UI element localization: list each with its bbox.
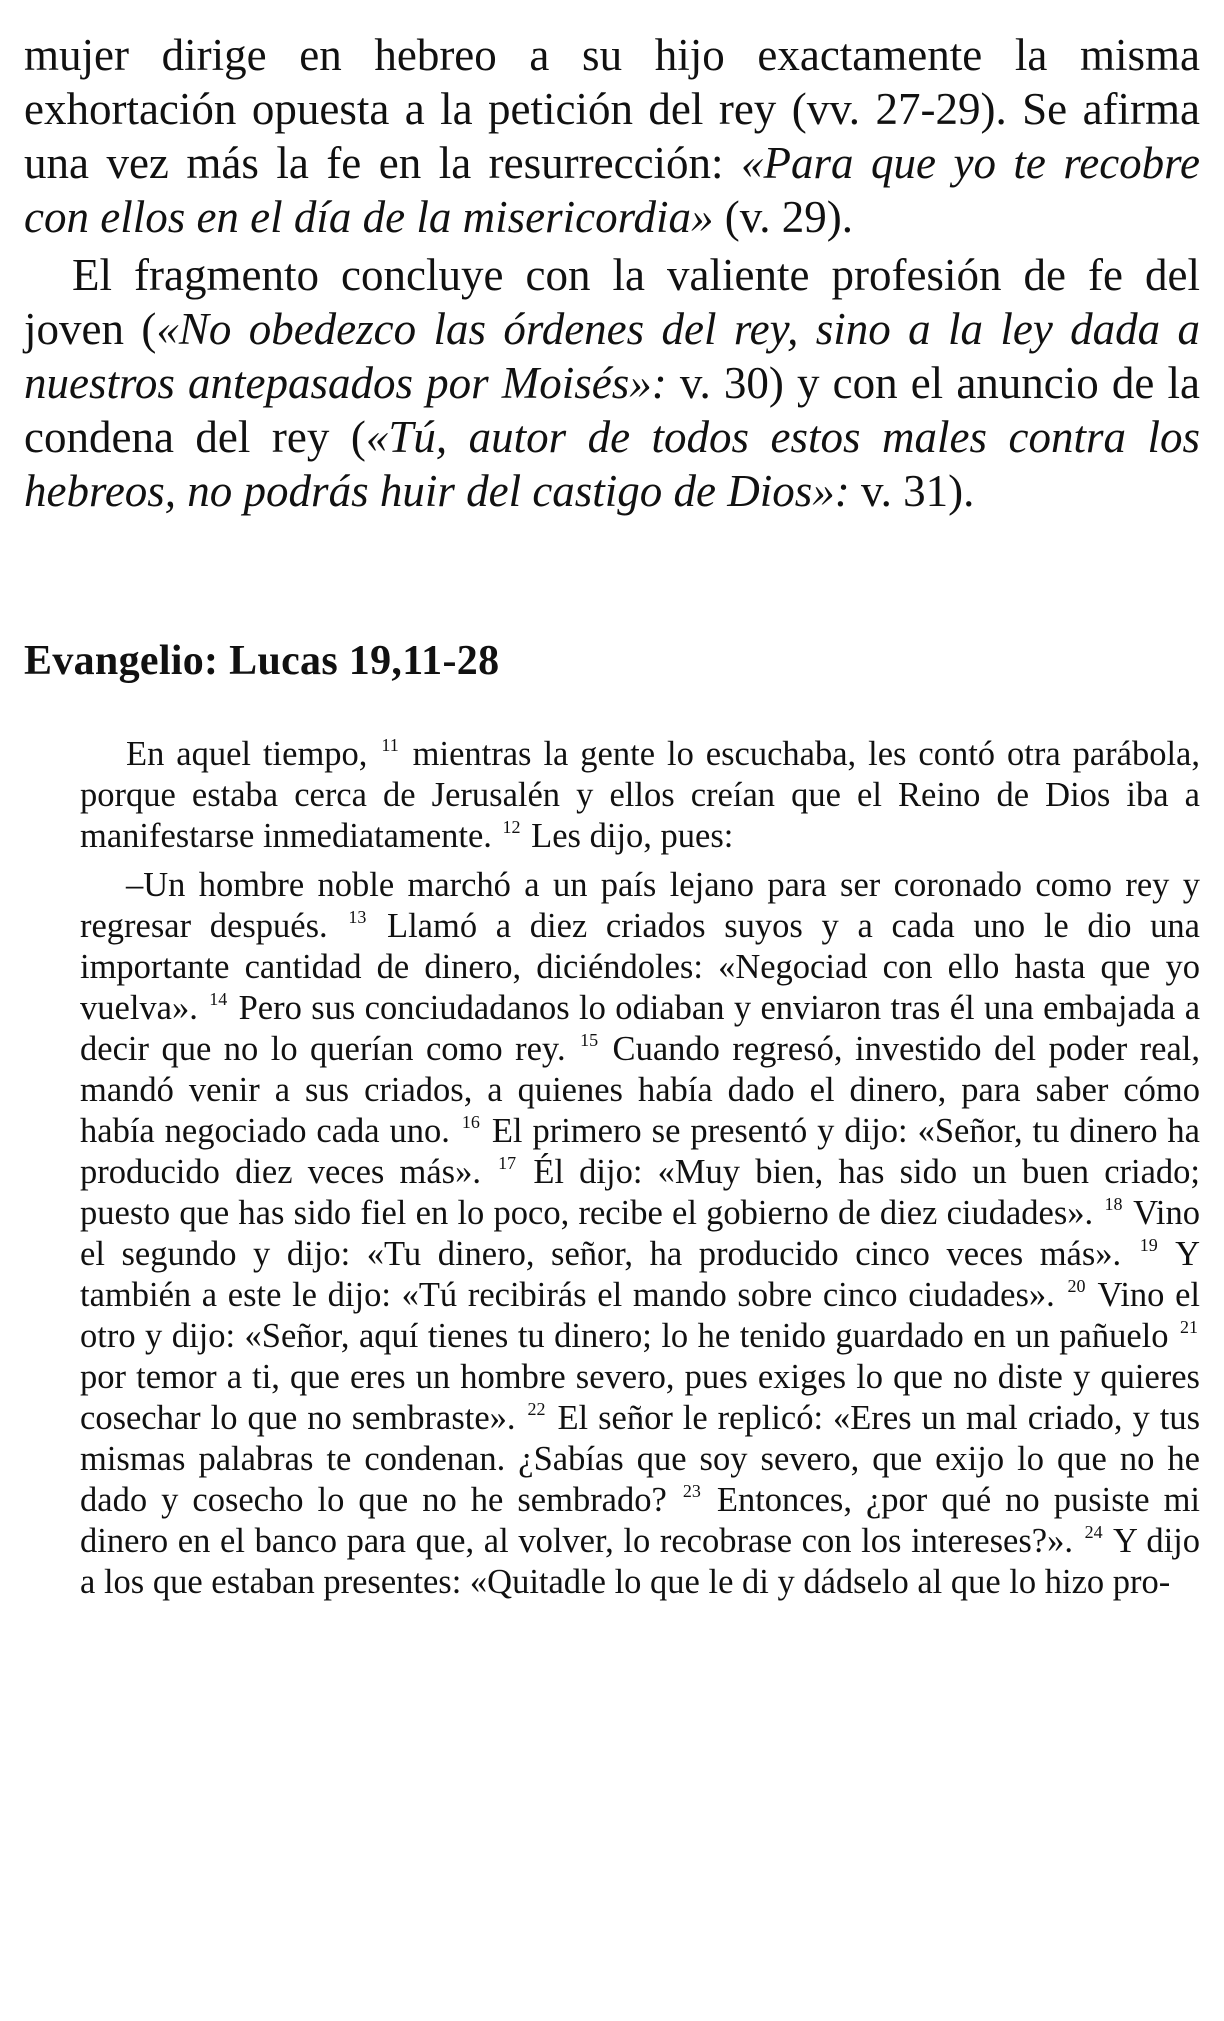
gospel-paragraph xyxy=(80,734,1200,857)
verse-number: 16 xyxy=(461,1112,480,1132)
gospel-text-run: Y también a este le dijo: «Tú recibirás el mando sobre cinco ciudades». xyxy=(80,1235,1200,1314)
gospel-text-run: por temor a ti, que eres un hombre severo, pues exiges lo que no diste y quieres cosechar lo que no sembraste». xyxy=(80,1358,1200,1437)
verse-number: 24 xyxy=(1084,1522,1103,1542)
verse-number: 15 xyxy=(580,1030,599,1050)
commentary-paragraph xyxy=(24,28,1200,244)
verse-number: 14 xyxy=(209,989,228,1009)
verse-number: 19 xyxy=(1139,1235,1158,1255)
commentary-text-run: (v. 29). xyxy=(713,192,854,242)
verse-number: 22 xyxy=(527,1399,546,1419)
gospel-text-run: mientras la gente lo escuchaba, les contó otra parábola, porque estaba cerca de Jerusalén y ellos creían que el Reino de Dios iba a manifestarse inmediatamente. xyxy=(80,735,1200,855)
italic-quote: «No obedezco las órdenes del rey, sino a la ley dada a nuestros antepasados por Moisés»: xyxy=(24,304,1200,408)
gospel-text-run: Llamó a diez criados suyos y a cada uno le dio una importante cantidad de dinero, diciéndoles: «Negociad con ello hasta que yo vuelva». xyxy=(80,907,1201,1027)
gospel-text-run: Y dijo a los que estaban presentes: «Quitadle lo que le di y dádselo al que lo hizo pro- xyxy=(80,1522,1200,1601)
commentary-text-run: v. 31). xyxy=(849,466,975,516)
verse-number: 12 xyxy=(502,817,521,837)
verse-number: 11 xyxy=(381,735,399,755)
gospel-text-run: Pero sus conciudadanos lo odiaban y enviaron tras él una embajada a decir que no lo querían como rey. xyxy=(80,989,1201,1068)
gospel-text-run: El primero se presentó y dijo: «Señor, tu dinero ha producido diez veces más». xyxy=(80,1112,1200,1191)
italic-quote: «Tú, autor de todos estos males contra los hebreos, no podrás huir del castigo de Dios»: xyxy=(24,412,1200,516)
commentary-text-run: v. 30) y con el anuncio de la condena del rey ( xyxy=(24,358,1200,462)
gospel-text-run: En aquel tiempo, xyxy=(126,735,380,773)
verse-number: 20 xyxy=(1067,1276,1086,1296)
verse-number: 13 xyxy=(348,907,367,927)
verse-number: 17 xyxy=(498,1153,517,1173)
gospel-text-run: Vino el otro y dijo: «Señor, aquí tienes tu dinero; lo he tenido guardado en un pañuelo xyxy=(80,1276,1200,1355)
section-heading: Evangelio: Lucas 19,11-28 xyxy=(24,638,500,684)
verse-number: 21 xyxy=(1180,1317,1198,1337)
gospel-text-run: Él dijo: «Muy bien, has sido un buen criado; puesto que has sido fiel en lo poco, recibe el gobierno de diez ciudades». xyxy=(80,1153,1200,1232)
gospel-text-run: Entonces, ¿por qué no pusiste mi dinero en el banco para que, al volver, lo recobrase con los intereses?». xyxy=(80,1481,1200,1560)
commentary-paragraph xyxy=(24,248,1200,518)
gospel-paragraph xyxy=(80,865,1200,1603)
verse-number: 23 xyxy=(682,1481,701,1501)
gospel-text xyxy=(80,734,1200,1603)
gospel-text-run: Vino el segundo y dijo: «Tu dinero, señor, ha producido cinco veces más». xyxy=(80,1194,1200,1273)
verse-number: 18 xyxy=(1104,1194,1123,1214)
gospel-text-run: –Un hombre noble marchó a un país lejano para ser coronado como rey y regresar después. xyxy=(80,866,1200,945)
gospel-text-run: El señor le replicó: «Eres un mal criado, y tus mismas palabras te condenan. ¿Sabías que soy severo, que exijo lo que no he dado y cosecho lo que no he sembrado? xyxy=(80,1399,1200,1519)
commentary-text-run: mujer dirige en hebreo a su hijo exactamente la misma exhortación opuesta a la petición del rey (vv. 27-29). Se afirma una vez más la fe en la resurrección: xyxy=(24,30,1200,188)
italic-quote: «Para que yo te recobre con ellos en el día de la misericordia» xyxy=(24,138,1200,242)
gospel-text-run: Cuando regresó, investido del poder real, mandó venir a sus criados, a quienes había dado el dinero, para saber cómo había negociado cada uno. xyxy=(80,1030,1200,1150)
commentary-text-run: El fragmento concluye con la valiente profesión de fe del joven ( xyxy=(24,250,1200,354)
commentary-text xyxy=(24,28,1200,518)
gospel-text-run: Les dijo, pues: xyxy=(522,817,734,855)
